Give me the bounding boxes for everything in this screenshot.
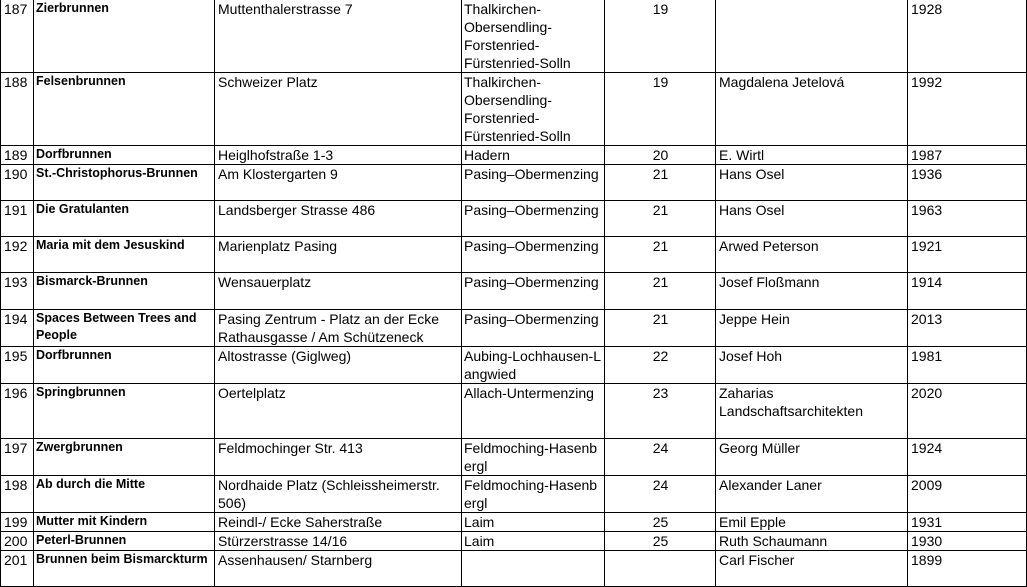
fountain-name: Mutter mit Kindern bbox=[34, 513, 215, 532]
table-row bbox=[1, 165, 1027, 201]
address: Feldmochinger Str. 413 bbox=[215, 439, 462, 476]
district-number: 24 bbox=[605, 476, 716, 513]
district-number: 21 bbox=[605, 310, 716, 347]
address: Assenhausen/ Starnberg bbox=[215, 551, 462, 587]
fountain-name: Zierbrunnen bbox=[34, 0, 215, 73]
table-row bbox=[1, 73, 1027, 146]
district: Thalkirchen- Obersendling- Forstenried- Fürstenried-Solln bbox=[462, 0, 605, 73]
table-row bbox=[1, 273, 1027, 310]
fountain-name: Maria mit dem Jesuskind bbox=[34, 237, 215, 273]
district: Thalkirchen- Obersendling- Forstenried- Fürstenried-Solln bbox=[462, 73, 605, 146]
row-number: 189 bbox=[1, 146, 34, 165]
artist: Emil Epple bbox=[716, 513, 908, 532]
year: 1924 bbox=[908, 439, 1027, 476]
district: Allach-Untermenzing bbox=[462, 384, 605, 439]
artist: Hans Osel bbox=[716, 201, 908, 237]
row-number: 199 bbox=[1, 513, 34, 532]
fountain-name: Brunnen beim Bismarckturm bbox=[34, 551, 215, 587]
address: Pasing Zentrum - Platz an der Ecke Rathausgasse / Am Schützeneck bbox=[215, 310, 462, 347]
table-row bbox=[1, 513, 1027, 532]
row-number: 191 bbox=[1, 201, 34, 237]
district: Laim bbox=[462, 513, 605, 532]
year: 1987 bbox=[908, 146, 1027, 165]
artist: Zaharias Landschaftsarchitekten bbox=[716, 384, 908, 439]
fountain-name: Felsenbrunnen bbox=[34, 73, 215, 146]
district-number: 22 bbox=[605, 347, 716, 384]
district-number bbox=[605, 551, 716, 587]
fountain-name: Springbrunnen bbox=[34, 384, 215, 439]
address: Wensauerplatz bbox=[215, 273, 462, 310]
year: 1930 bbox=[908, 532, 1027, 551]
address: Am Klostergarten 9 bbox=[215, 165, 462, 201]
row-number: 190 bbox=[1, 165, 34, 201]
district: Feldmoching-Hasenbergl bbox=[462, 439, 605, 476]
district: Laim bbox=[462, 532, 605, 551]
fountain-name: Die Gratulanten bbox=[34, 201, 215, 237]
artist: Carl Fischer bbox=[716, 551, 908, 587]
artist: Jeppe Hein bbox=[716, 310, 908, 347]
district-number: 21 bbox=[605, 237, 716, 273]
artist: Ruth Schaumann bbox=[716, 532, 908, 551]
district: Aubing-Lochhausen-Langwied bbox=[462, 347, 605, 384]
district-number: 24 bbox=[605, 439, 716, 476]
row-number: 198 bbox=[1, 476, 34, 513]
district-number: 19 bbox=[605, 0, 716, 73]
address: Heiglhofstraße 1-3 bbox=[215, 146, 462, 165]
district-number: 25 bbox=[605, 532, 716, 551]
district: Pasing–Obermenzing bbox=[462, 237, 605, 273]
address: Stürzerstrasse 14/16 bbox=[215, 532, 462, 551]
row-number: 194 bbox=[1, 310, 34, 347]
year: 1963 bbox=[908, 201, 1027, 237]
fountain-name: Bismarck-Brunnen bbox=[34, 273, 215, 310]
address: Muttenthalerstrasse 7 bbox=[215, 0, 462, 73]
row-number: 187 bbox=[1, 0, 34, 73]
district: Pasing–Obermenzing bbox=[462, 273, 605, 310]
table-row bbox=[1, 146, 1027, 165]
table-row bbox=[1, 384, 1027, 439]
year: 1931 bbox=[908, 513, 1027, 532]
district-number: 21 bbox=[605, 201, 716, 237]
artist: E. Wirtl bbox=[716, 146, 908, 165]
row-number: 192 bbox=[1, 237, 34, 273]
table-row bbox=[1, 476, 1027, 513]
fountain-name: St.-Christophorus-Brunnen bbox=[34, 165, 215, 201]
row-number: 188 bbox=[1, 73, 34, 146]
fountain-name: Dorfbrunnen bbox=[34, 146, 215, 165]
address: Landsberger Strasse 486 bbox=[215, 201, 462, 237]
district-number: 25 bbox=[605, 513, 716, 532]
district: Hadern bbox=[462, 146, 605, 165]
district-number: 23 bbox=[605, 384, 716, 439]
address: Schweizer Platz bbox=[215, 73, 462, 146]
artist bbox=[716, 0, 908, 73]
row-number: 193 bbox=[1, 273, 34, 310]
year: 1899 bbox=[908, 551, 1027, 587]
district-number: 20 bbox=[605, 146, 716, 165]
table-row bbox=[1, 0, 1027, 73]
year: 2013 bbox=[908, 310, 1027, 347]
year: 1936 bbox=[908, 165, 1027, 201]
year: 1928 bbox=[908, 0, 1027, 73]
district bbox=[462, 551, 605, 587]
address: Reindl-/ Ecke Saherstraße bbox=[215, 513, 462, 532]
table-row bbox=[1, 237, 1027, 273]
artist: Georg Müller bbox=[716, 439, 908, 476]
district-number: 19 bbox=[605, 73, 716, 146]
table-row bbox=[1, 310, 1027, 347]
address: Altostrasse (Giglweg) bbox=[215, 347, 462, 384]
row-number: 197 bbox=[1, 439, 34, 476]
year: 1921 bbox=[908, 237, 1027, 273]
table-row bbox=[1, 439, 1027, 476]
fountain-name: Ab durch die Mitte bbox=[34, 476, 215, 513]
address: Nordhaide Platz (Schleissheimerstr. 506) bbox=[215, 476, 462, 513]
row-number: 201 bbox=[1, 551, 34, 587]
district: Pasing–Obermenzing bbox=[462, 201, 605, 237]
year: 2020 bbox=[908, 384, 1027, 439]
artist: Arwed Peterson bbox=[716, 237, 908, 273]
artist: Alexander Laner bbox=[716, 476, 908, 513]
fountain-name: Spaces Between Trees and People bbox=[34, 310, 215, 347]
fountain-name: Peterl-Brunnen bbox=[34, 532, 215, 551]
year: 1981 bbox=[908, 347, 1027, 384]
address: Marienplatz Pasing bbox=[215, 237, 462, 273]
year: 1914 bbox=[908, 273, 1027, 310]
year: 2009 bbox=[908, 476, 1027, 513]
district-number: 21 bbox=[605, 165, 716, 201]
artist: Hans Osel bbox=[716, 165, 908, 201]
artist: Josef Hoh bbox=[716, 347, 908, 384]
district-number: 21 bbox=[605, 273, 716, 310]
table-row bbox=[1, 532, 1027, 551]
row-number: 200 bbox=[1, 532, 34, 551]
fountain-name: Dorfbrunnen bbox=[34, 347, 215, 384]
table-row bbox=[1, 551, 1027, 587]
district: Feldmoching-Hasenbergl bbox=[462, 476, 605, 513]
row-number: 196 bbox=[1, 384, 34, 439]
artist: Magdalena Jetelová bbox=[716, 73, 908, 146]
artist: Josef Floßmann bbox=[716, 273, 908, 310]
district: Pasing–Obermenzing bbox=[462, 310, 605, 347]
fountain-name: Zwergbrunnen bbox=[34, 439, 215, 476]
year: 1992 bbox=[908, 73, 1027, 146]
address: Oertelplatz bbox=[215, 384, 462, 439]
district: Pasing–Obermenzing bbox=[462, 165, 605, 201]
table-row bbox=[1, 347, 1027, 384]
row-number: 195 bbox=[1, 347, 34, 384]
table-row bbox=[1, 201, 1027, 237]
